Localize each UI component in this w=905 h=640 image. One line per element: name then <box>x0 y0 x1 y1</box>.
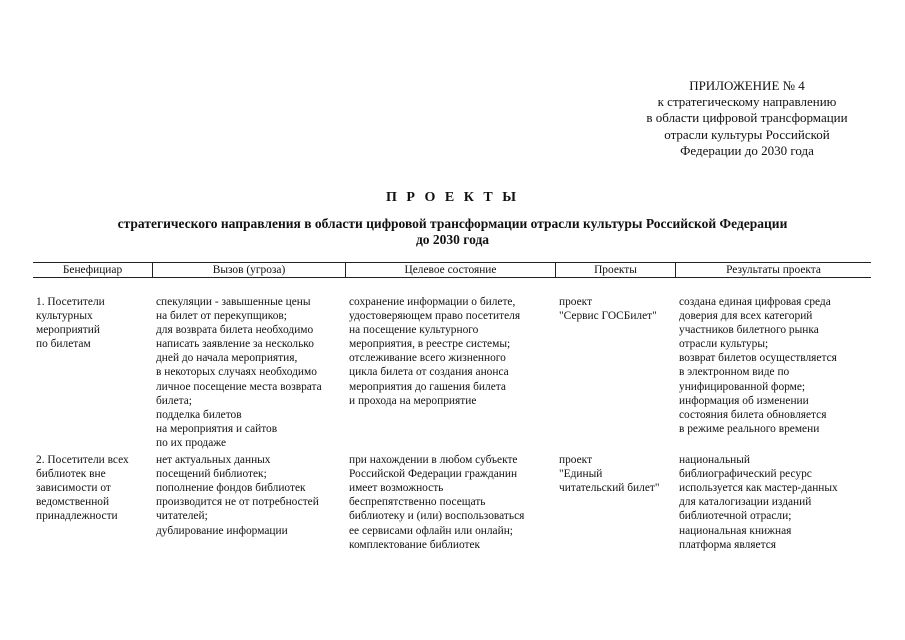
cell-project <box>556 295 676 450</box>
cell-line: в электронном виде по <box>679 366 790 379</box>
header-challenge: Вызов (угроза) <box>153 263 346 277</box>
cell-results <box>676 453 871 552</box>
appendix-line: отрасли культуры Российской <box>664 126 830 142</box>
subtitle-line: стратегического направления в области цифровой трансформации отрасли культуры Российской Федерации <box>117 216 788 231</box>
cell-line: на мероприятия и сайтов <box>156 422 278 435</box>
cell-line: написать заявление за несколько <box>156 338 314 351</box>
cell-line: нет актуальных данных <box>156 454 271 467</box>
cell-challenge <box>153 453 346 552</box>
appendix-block <box>612 78 882 159</box>
header-results: Результаты проекта <box>726 264 821 276</box>
cell-line: национальный <box>679 454 751 467</box>
cell-line: на билет от перекупщиков; <box>156 310 287 323</box>
header-target-state: Целевое состояние <box>346 263 556 277</box>
cell-line: для возврата билета необходимо <box>156 324 314 337</box>
cell-line: возврат билетов осуществляется <box>679 352 837 365</box>
document-subtitle <box>30 216 875 248</box>
cell-line: отслеживание всего жизненного <box>349 352 506 365</box>
cell-line: проект <box>559 454 593 467</box>
cell-line: платформа является <box>679 538 777 551</box>
cell-line: дублирование информации <box>156 524 288 537</box>
cell-line: проект <box>559 296 593 308</box>
cell-target-state <box>346 453 556 552</box>
cell-line: используется как мастер-данных <box>679 482 838 495</box>
cell-line: пополнение фондов библиотек <box>156 482 306 495</box>
cell-line: подделка билетов <box>156 408 242 421</box>
cell-line: посещений библиотек; <box>156 468 267 481</box>
cell-challenge <box>153 295 346 450</box>
cell-line: мероприятия, в реестре системы; <box>349 338 511 351</box>
header-beneficiary: Бенефициар <box>33 263 153 277</box>
cell-line: личное посещение места возврата <box>156 380 322 393</box>
cell-line: мероприятия до гашения билета <box>349 380 506 393</box>
cell-line: для каталогизации изданий <box>679 496 812 509</box>
cell-line: принадлежности <box>36 510 118 523</box>
cell-line: на посещение культурного <box>349 324 479 337</box>
cell-line: библиотечной отрасли; <box>679 510 792 523</box>
cell-line: Российской Федерации гражданин <box>349 468 518 481</box>
cell-line: и прохода на мероприятие <box>349 394 477 407</box>
table-body <box>33 295 871 552</box>
appendix-line: Федерации до 2030 года <box>680 142 814 158</box>
cell-line: 2. Посетители всех <box>36 454 129 467</box>
cell-beneficiary <box>33 295 153 450</box>
cell-line: "Сервис ГОСБилет" <box>559 310 657 323</box>
table-header <box>33 262 871 278</box>
cell-line: читательский билет" <box>559 482 660 495</box>
cell-line: при нахождении в любом субъекте <box>349 454 518 467</box>
cell-line: ведомственной <box>36 496 110 509</box>
cell-line: отрасли культуры; <box>679 338 769 351</box>
cell-line: цикла билета от создания анонса <box>349 366 509 379</box>
cell-line: информация об изменении <box>679 394 809 407</box>
cell-line: библиографический ресурс <box>679 468 812 481</box>
appendix-line: в области цифровой трансформации <box>646 110 848 126</box>
cell-line: "Единый <box>559 468 603 481</box>
cell-line: 1. Посетители <box>36 296 105 308</box>
cell-line: производится не от потребностей <box>156 496 319 509</box>
cell-line: билета; <box>156 394 192 407</box>
cell-line: читателей; <box>156 510 208 523</box>
header-projects: Проекты <box>556 263 676 277</box>
cell-line: национальная книжная <box>679 524 792 537</box>
cell-target-state <box>346 295 556 450</box>
cell-line: мероприятий <box>36 324 100 337</box>
cell-project <box>556 453 676 552</box>
cell-line: библиотек вне <box>36 468 106 481</box>
cell-line: культурных <box>36 310 93 323</box>
appendix-line: к стратегическому направлению <box>657 94 837 110</box>
cell-line: доверия для всех категорий <box>679 310 813 323</box>
cell-line: ее сервисами офлайн или онлайн; <box>349 524 513 537</box>
cell-line: библиотеку и (или) воспользоваться <box>349 510 525 523</box>
cell-line: в режиме реального времени <box>679 422 820 435</box>
cell-line: участников билетного рынка <box>679 324 819 337</box>
appendix-number: ПРИЛОЖЕНИЕ № 4 <box>689 78 805 93</box>
projects-table <box>33 262 871 552</box>
cell-results <box>676 295 871 450</box>
cell-line: зависимости от <box>36 482 111 495</box>
cell-beneficiary <box>33 453 153 552</box>
cell-line: состояния билета обновляется <box>679 408 827 421</box>
cell-line: в некоторых случаях необходимо <box>156 366 317 379</box>
cell-line: спекуляции - завышенные цены <box>156 296 311 308</box>
table-row <box>33 453 871 552</box>
document-title: П Р О Е К Т Ы <box>386 190 519 205</box>
cell-line: имеет возможность <box>349 482 444 495</box>
cell-line: по их продаже <box>156 436 227 449</box>
cell-line: комплектование библиотек <box>349 538 481 551</box>
cell-line: унифицированной форме; <box>679 380 806 393</box>
cell-line: создана единая цифровая среда <box>679 296 831 308</box>
cell-line: беспрепятственно посещать <box>349 496 486 509</box>
cell-line: удостоверяющем право посетителя <box>349 310 521 323</box>
subtitle-line: до 2030 года <box>415 232 490 247</box>
table-row <box>33 295 871 450</box>
cell-line: по билетам <box>36 338 91 351</box>
cell-line: сохранение информации о билете, <box>349 296 516 308</box>
cell-line: дней до начала мероприятия, <box>156 352 298 365</box>
